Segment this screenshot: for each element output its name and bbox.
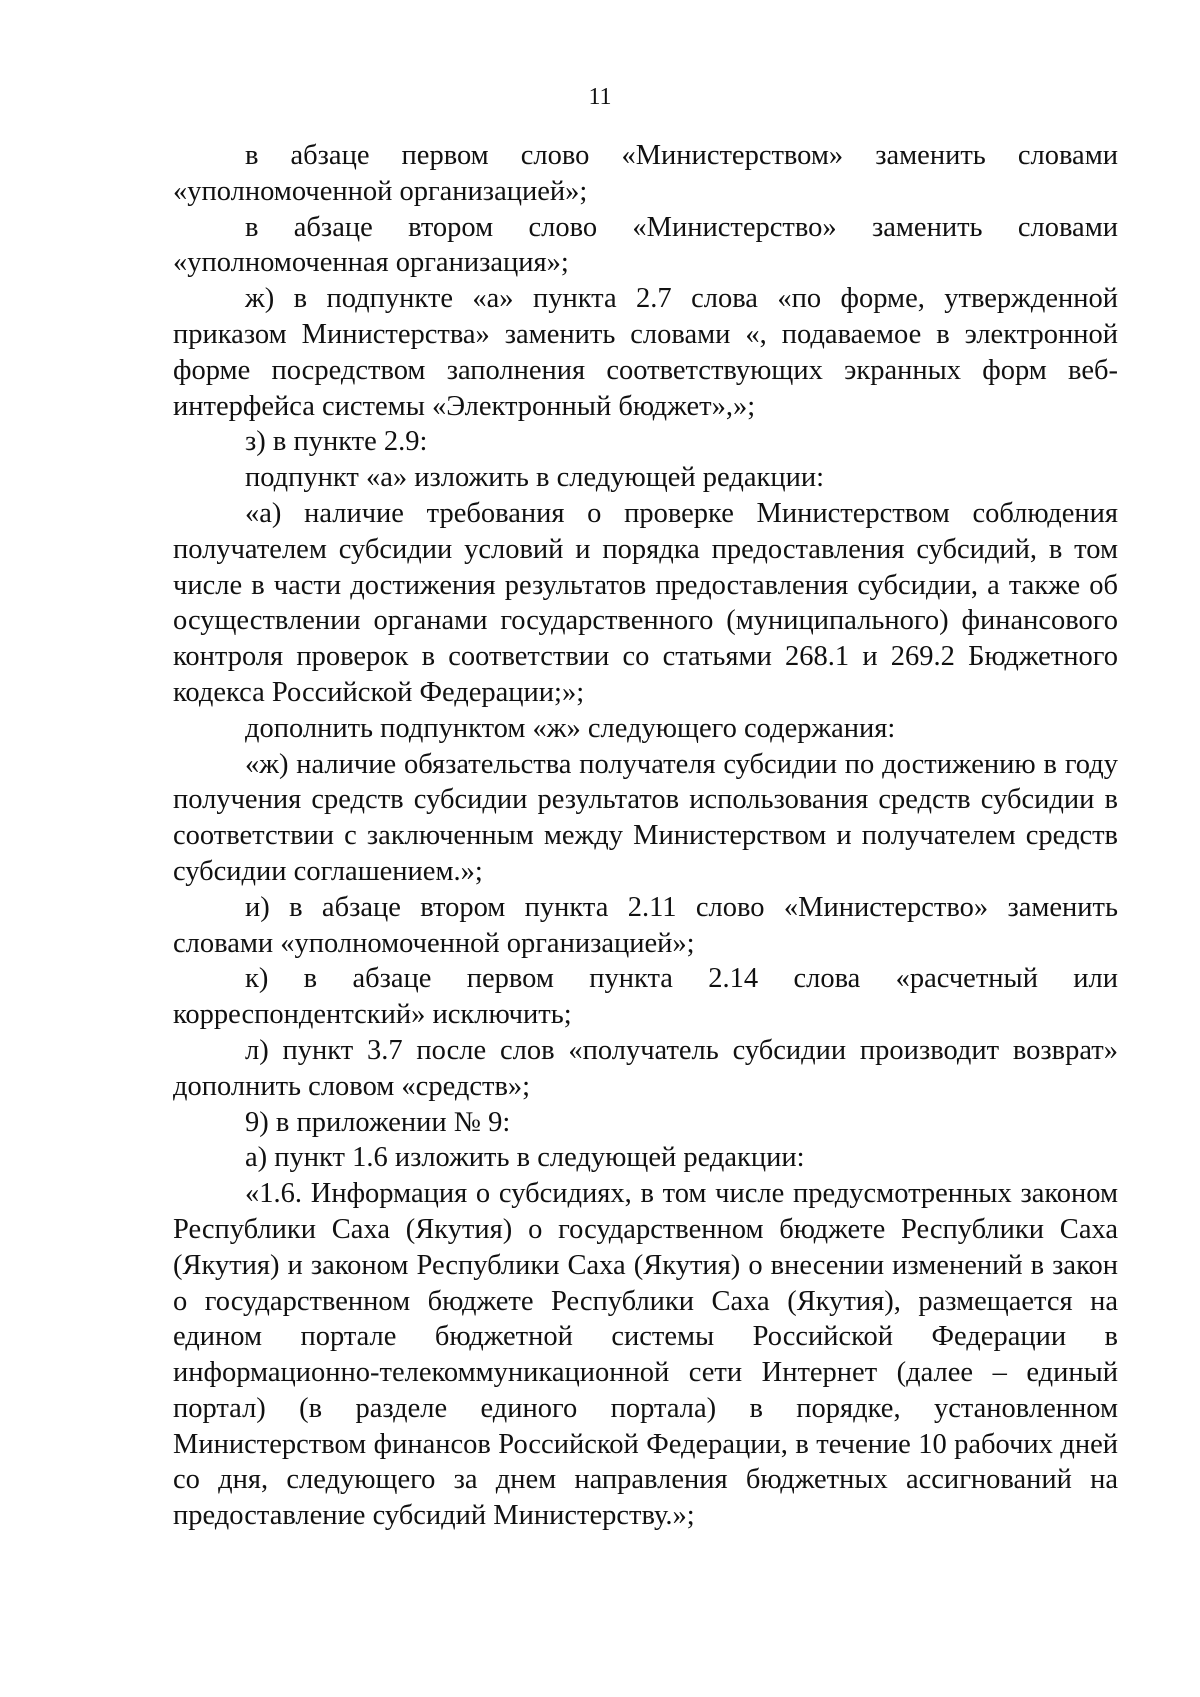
paragraph: подпункт «а» изложить в следующей редакции: [245, 462, 824, 494]
paragraph: а) пункт 1.6 изложить в следующей редакции: [245, 1142, 805, 1174]
paragraph: в абзаце первом слово «Министерством» заменить словами «уполномоченной организацией»; [173, 140, 1118, 207]
paragraph: в абзаце втором слово «Министерство» заменить словами «уполномоченная организация»; [173, 211, 1118, 279]
paragraph: «ж) наличие обязательства получателя субсидии по достижению в году получения средств субсидии результатов использования средств субсидии в соответствии с заключенным между Министерством и получателем средств субсидии соглашением.»; [173, 748, 1118, 887]
paragraph: 9) в приложении № 9: [245, 1106, 511, 1138]
paragraph: «1.6. Информация о субсидиях, в том числе предусмотренных законом Республики Саха (Якутия) о государственном бюджете Республики Саха (Якутия) и законом Республики Саха (Якутия) о внесении изменений в закон о государственном бюджете Республики Саха (Якутия), размещается на едином портале бюджетной системы Российской Федерации в информационно-телекоммуникационной сети Интернет (далее – единый портал) (в разделе единого портала) в порядке, установленном Министерством финансов Российской Федерации, в течение 10 рабочих дней со дня, следующего за днем направления бюджетных ассигнований на предоставление субсидий Министерству.»; [173, 1178, 1118, 1532]
paragraph: з) в пункте 2.9: [245, 426, 428, 458]
paragraph: «а) наличие требования о проверке Министерством соблюдения получателем субсидии условий и порядка предоставления субсидий, в том числе в части достижения результатов предоставления субсидии, а также об осуществлении органами государственного (муниципального) финансового контроля проверок в соответствии со статьями 268.1 и 269.2 Бюджетного кодекса Российской Федерации;»; [173, 497, 1118, 708]
paragraph: ж) в подпункте «а» пункта 2.7 слова «по форме, утвержденной приказом Министерства» заменить словами «, подаваемое в электронной форме посредством заполнения соответствующих экранных форм веб-интерфейса системы «Электронный бюджет»,»; [173, 283, 1118, 422]
page-number: 11 [588, 84, 612, 110]
paragraph: л) пункт 3.7 после слов «получатель субсидии производит возврат» дополнить словом «средств»; [173, 1034, 1118, 1102]
paragraph: к) в абзаце первом пункта 2.14 слова «расчетный или корреспондентский» исключить; [173, 963, 1118, 1031]
paragraph: дополнить подпунктом «ж» следующего содержания: [245, 712, 896, 744]
document-body [173, 138, 1118, 1534]
paragraph: и) в абзаце втором пункта 2.11 слово «Министерство» заменить словами «уполномоченной организацией»; [173, 891, 1118, 959]
